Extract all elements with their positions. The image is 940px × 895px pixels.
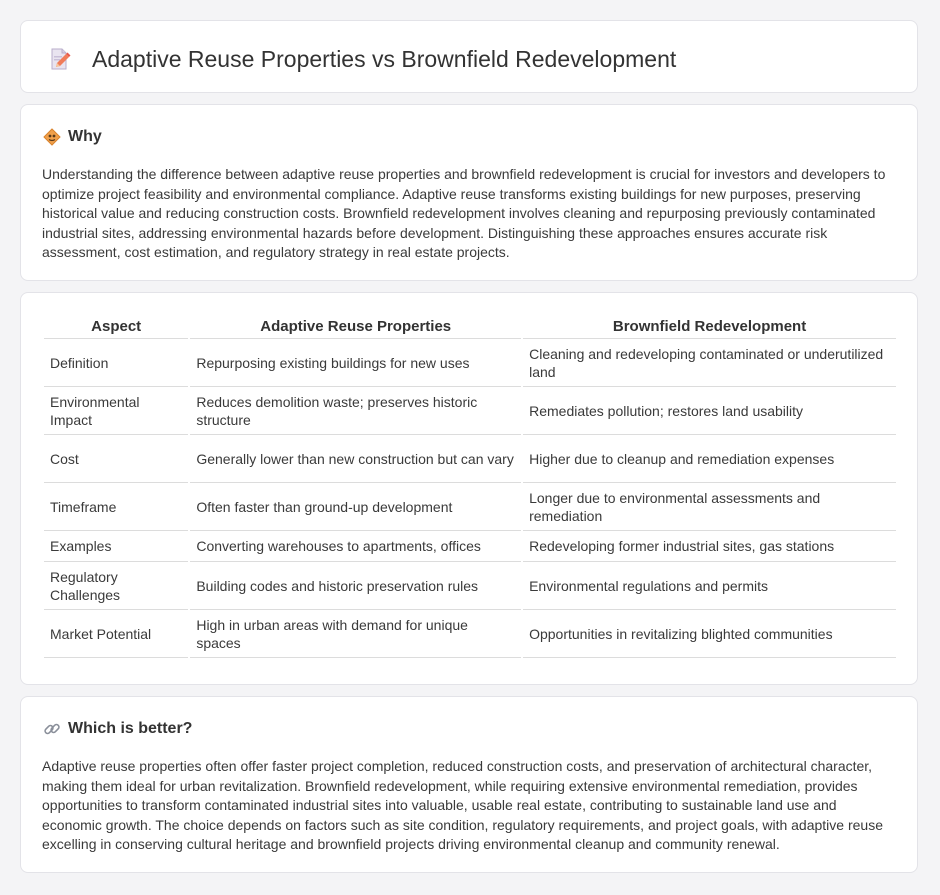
table-cell: Higher due to cleanup and remediation expenses bbox=[523, 435, 896, 483]
document-pencil-icon bbox=[47, 47, 71, 71]
table-row bbox=[44, 562, 896, 610]
page-title: Adaptive Reuse Properties vs Brownfield Redevelopment bbox=[92, 46, 677, 72]
table-cell: Repurposing existing buildings for new uses bbox=[190, 339, 521, 387]
header-card bbox=[20, 20, 918, 93]
why-section bbox=[20, 104, 918, 281]
table-cell: Cost bbox=[44, 435, 188, 483]
table-header-row bbox=[44, 315, 896, 339]
table-cell: Market Potential bbox=[44, 610, 188, 658]
table-row bbox=[44, 531, 896, 562]
why-paragraph: Understanding the difference between adaptive reuse properties and brownfield redevelopment is crucial for investors and developers to optimize project feasibility and environmental compliance. Adaptive reuse transforms existing buildings for new purposes, preserving historical value and reducing construction costs. Brownfield redevelopment involves cleaning and repurposing previously contaminated industrial sites, addressing environmental hazards before development. Distinguishing these approaches ensures accurate risk assessment, cost estimation, and regulatory strategy in real estate projects. bbox=[42, 166, 886, 261]
table-row bbox=[44, 339, 896, 387]
table-row bbox=[44, 387, 896, 435]
better-heading: Which is better? bbox=[68, 720, 193, 737]
table-cell: Regulatory Challenges bbox=[44, 562, 188, 610]
link-icon bbox=[43, 720, 61, 738]
better-heading-row bbox=[43, 719, 192, 739]
table-cell: Remediates pollution; restores land usability bbox=[523, 387, 896, 435]
table-cell: Opportunities in revitalizing blighted communities bbox=[523, 610, 896, 658]
table-cell: Timeframe bbox=[44, 483, 188, 531]
table-cell: Longer due to environmental assessments and remediation bbox=[523, 483, 896, 531]
table-cell: Definition bbox=[44, 339, 188, 387]
better-paragraph: Adaptive reuse properties often offer faster project completion, reduced construction costs, and preservation of architectural character, making them ideal for urban revitalization. Brownfield redevelopment, while requiring extensive environmental remediation, provides opportunities to transform contaminated industrial sites into valuable, usable real estate, contributing to sustainable land use and economic growth. The choice depends on factors such as site condition, regulatory requirements, and project goals, with adaptive reuse excelling in conserving cultural heritage and brownfield projects driving environmental cleanup and community renewal. bbox=[42, 758, 883, 853]
table-cell: High in urban areas with demand for unique spaces bbox=[190, 610, 521, 658]
comparison-section bbox=[20, 292, 918, 685]
table-row bbox=[44, 610, 896, 658]
column-header-brownfield: Brownfield Redevelopment bbox=[523, 315, 896, 339]
comparison-table bbox=[42, 315, 898, 658]
table-cell: Environmental regulations and permits bbox=[523, 562, 896, 610]
table-cell: Examples bbox=[44, 531, 188, 562]
diamond-sign-icon bbox=[43, 128, 61, 146]
which-is-better-section bbox=[20, 696, 918, 873]
column-header-adaptive-reuse: Adaptive Reuse Properties bbox=[190, 315, 521, 339]
table-cell: Environmental Impact bbox=[44, 387, 188, 435]
table-cell: Redeveloping former industrial sites, gas stations bbox=[523, 531, 896, 562]
table-cell: Cleaning and redeveloping contaminated or underutilized land bbox=[523, 339, 896, 387]
table-cell: Generally lower than new construction but can vary bbox=[190, 435, 521, 483]
table-cell: Often faster than ground-up development bbox=[190, 483, 521, 531]
why-heading-row bbox=[43, 127, 102, 147]
table-cell: Converting warehouses to apartments, offices bbox=[190, 531, 521, 562]
table-cell: Building codes and historic preservation rules bbox=[190, 562, 521, 610]
table-cell: Reduces demolition waste; preserves historic structure bbox=[190, 387, 521, 435]
table-row bbox=[44, 483, 896, 531]
table-row bbox=[44, 435, 896, 483]
column-header-aspect: Aspect bbox=[44, 315, 188, 339]
why-heading: Why bbox=[68, 128, 102, 145]
